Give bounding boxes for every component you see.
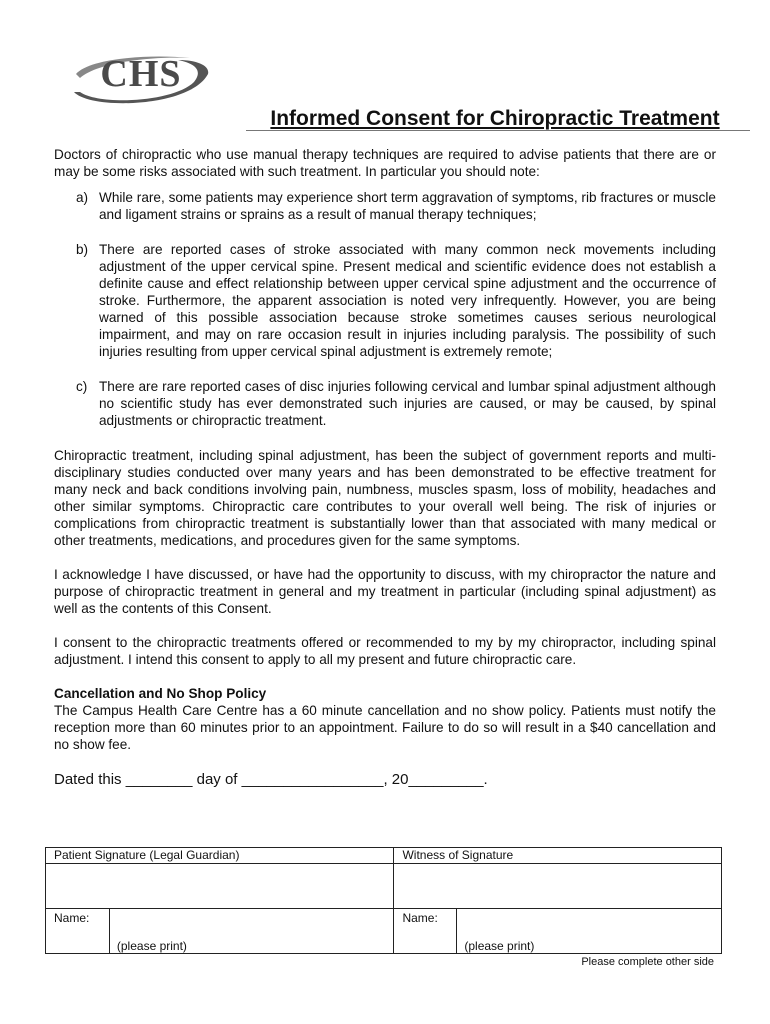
footer-note: Please complete other side (581, 956, 714, 968)
policy-title: Cancellation and No Shop Policy (54, 686, 267, 701)
chs-logo: CHS (100, 53, 182, 95)
intro-paragraph: Doctors of chiropractic who use manual therapy techniques are required to advise patients that there are or may be some risks associated with such treatment. In particular you should note: (54, 147, 716, 179)
signature-table (45, 847, 722, 954)
policy-text: The Campus Health Care Centre has a 60 minute cancellation and no show policy. Patients must notify the reception more than 60 minutes prior to an appointment. Failure to do so will result in a $40 cancellation and no show fee. (54, 703, 716, 752)
risk-item-text: There are reported cases of stroke associated with many common neck movements including adjustment of the upper cervical spine. Present medical and scientific evidence does not establish a definite cause and effect relationship between upper cervical spine adjustment and the occurrence of stroke. Furthermore, the apparent association is noted very infrequently. However, you are being warned of this possible association because stroke sometimes causes serious neurological impairment, and may on rare occasion result in injuries including paralysis. The possibility of such injuries resulting from upper cervical spinal adjustment is extremely remote; (99, 242, 716, 359)
patient-signature-header: Patient Signature (Legal Guardian) (46, 848, 394, 864)
consent-body (54, 146, 716, 790)
witness-signature-header: Witness of Signature (394, 848, 722, 864)
risk-item-label: c) (76, 379, 88, 394)
witness-signature-field[interactable] (394, 864, 722, 909)
patient-signature-field[interactable] (46, 864, 394, 909)
title-rule (246, 130, 750, 131)
risk-item-c (54, 378, 716, 429)
risk-item-text: While rare, some patients may experience short term aggravation of symptoms, rib fractures or muscle and ligament strains or sprains as a result of manual therapy techniques; (99, 190, 716, 222)
page-title: Informed Consent for Chiropractic Treatment (270, 107, 720, 130)
risk-item-label: a) (76, 190, 89, 205)
patient-name-label-cell (46, 909, 110, 954)
risk-item-label: b) (76, 242, 89, 257)
risk-item-text: There are rare reported cases of disc injuries following cervical and lumbar spinal adjustment although no scientific study has ever demonstrated such injuries are caused, or may be caused, by spinal adjustments or chiropractic treatment. (99, 379, 716, 428)
witness-name-field[interactable] (457, 909, 722, 954)
risk-item-a (54, 189, 716, 223)
consent-paragraph: I consent to the chiropractic treatments offered or recommended to my by my chiropractor, including spinal adjustment. I intend this consent to apply to all my present and future chiropractic care. (54, 635, 716, 667)
acknowledge-paragraph: I acknowledge I have discussed, or have had the opportunity to discuss, with my chiropractor the nature and purpose of chiropractic treatment in general and my treatment in particular (including spinal adjustment) as well as the contents of this Consent. (54, 567, 716, 616)
risk-item-b (54, 241, 716, 360)
patient-please-print: (please print) (116, 939, 187, 953)
dated-line: Dated this ________ day of _________________, 20_________. (54, 771, 488, 788)
treatment-paragraph: Chiropractic treatment, including spinal adjustment, has been the subject of government reports and multi-disciplinary studies conducted over many years and has been demonstrated to be effective treatment for many neck and back conditions involving pain, numbness, muscles spasm, loss of mobility, headaches and other similar symptoms. Chiropractic care contributes to your overall well being. The risk of injuries or complications from chiropractic treatment is substantially lower than that associated with many medical or other treatments, medications, and procedures given for the same symptoms. (54, 448, 716, 548)
witness-name-label: Name: (402, 911, 438, 925)
patient-name-label: Name: (54, 911, 90, 925)
witness-please-print: (please print) (464, 939, 535, 953)
witness-name-label-cell (394, 909, 457, 954)
patient-name-field[interactable] (109, 909, 394, 954)
